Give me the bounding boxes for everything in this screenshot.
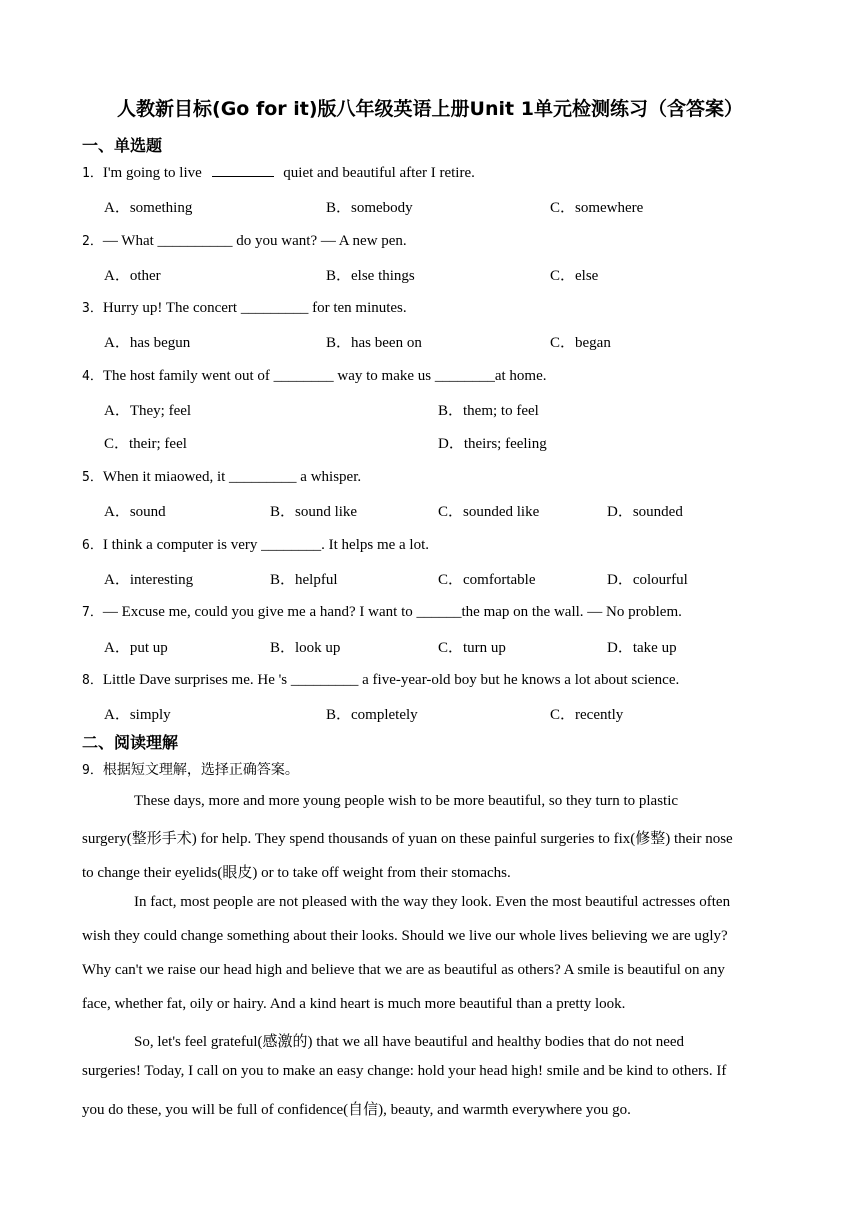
question-stem: I think a computer is very ________. It helps me a lot. [102,537,430,553]
passage-line: to change their eyelids(眼皮) or to take off weight from their stomachs. [82,865,511,881]
section-heading-single-choice: 一、单选题 [82,136,163,155]
option-a[interactable]: A．put up [104,640,168,656]
question-stem: The host family went out of ________ way to make us ________at home. [102,368,547,384]
option-b[interactable]: B．helpful [270,572,338,588]
passage-line: So, let's feel grateful(感激的) that we all have beautiful and healthy bodies that do not need [134,1034,685,1050]
option-c[interactable]: C．turn up [438,640,506,656]
passage-line: These days, more and more young people wish to be more beautiful, so they turn to plastic [134,793,679,809]
option-c[interactable]: C．somewhere [550,200,644,216]
question-number: 7． [82,605,103,620]
question-number: 2． [82,234,103,249]
option-c[interactable]: C．sounded like [438,504,540,520]
passage-line: you do these, you will be full of confidence(自信), beauty, and warmth everywhere you go. [82,1102,631,1118]
option-a[interactable]: A．sound [104,504,166,520]
reading-passage [82,0,782,1216]
option-b[interactable]: B．somebody [326,200,413,216]
question-stem: Hurry up! The concert _________ for ten minutes. [102,300,407,316]
option-b[interactable]: B．completely [326,707,418,723]
option-d[interactable]: D．take up [607,640,677,656]
question-number: 9． [82,763,103,778]
option-b[interactable]: B．sound like [270,504,358,520]
option-b[interactable]: B．has been on [326,335,422,351]
option-c[interactable]: C．recently [550,707,624,723]
question-number: 3． [82,301,103,316]
question-number: 1． [82,166,103,181]
question-number: 6． [82,538,103,553]
question-stem: I'm going to live [102,165,202,181]
passage-line: face, whether fat, oily or hairy. And a kind heart is much more beautiful than a pretty look. [82,996,626,1012]
passage-line: surgery(整形手术) for help. They spend thousands of yuan on these painful surgeries to fix(修整) their nose [82,831,733,847]
question-stem-tail: quiet and beautiful after I retire. [283,165,475,181]
option-b[interactable]: B．look up [270,640,341,656]
passage-line: Why can't we raise our head high and believe that we are as beautiful as others? A smile is beautiful on any [82,962,725,978]
passage-line: wish they could change something about their looks. Should we live our whole lives believing we are ugly? [82,928,728,944]
option-c[interactable]: C．their; feel [104,436,187,452]
option-a[interactable]: A．interesting [104,572,194,588]
option-d[interactable]: D．sounded [607,504,683,520]
option-c[interactable]: C．began [550,335,611,351]
question-number: 4． [82,369,103,384]
page-title: 人教新目标(Go for it)版八年级英语上册Unit 1单元检测练习（含答案） [117,98,743,120]
question-number: 8． [82,673,103,688]
question-stem: When it miaowed, it _________ a whisper. [102,469,362,485]
passage-line: In fact, most people are not pleased with the way they look. Even the most beautiful actresses often [134,894,731,910]
option-d[interactable]: D．colourful [607,572,688,588]
option-a[interactable]: A．They; feel [104,403,192,419]
question-stem: Little Dave surprises me. He 's _________ a five-year-old boy but he knows a lot about science. [102,672,680,688]
question-number: 5． [82,470,103,485]
question-instruction: 根据短文理解，选择正确答案。 [102,762,299,778]
option-c[interactable]: C．comfortable [438,572,536,588]
question-stem: — Excuse me, could you give me a hand? I want to ______the map on the wall. — No problem. [102,604,682,620]
section-heading-reading: 二、阅读理解 [82,733,179,752]
option-a[interactable]: A．simply [104,707,171,723]
passage-line: surgeries! Today, I call on you to make an easy change: hold your head high! smile and be kind to others. If [82,1063,727,1079]
option-b[interactable]: B．else things [326,268,415,284]
option-a[interactable]: A．has begun [104,335,191,351]
question-stem: — What __________ do you want? — A new pen. [102,233,407,249]
option-c[interactable]: C．else [550,268,599,284]
option-a[interactable]: A．other [104,268,161,284]
option-a[interactable]: A．something [104,200,193,216]
option-d[interactable]: D．theirs; feeling [438,436,547,452]
option-b[interactable]: B．them; to feel [438,403,539,419]
